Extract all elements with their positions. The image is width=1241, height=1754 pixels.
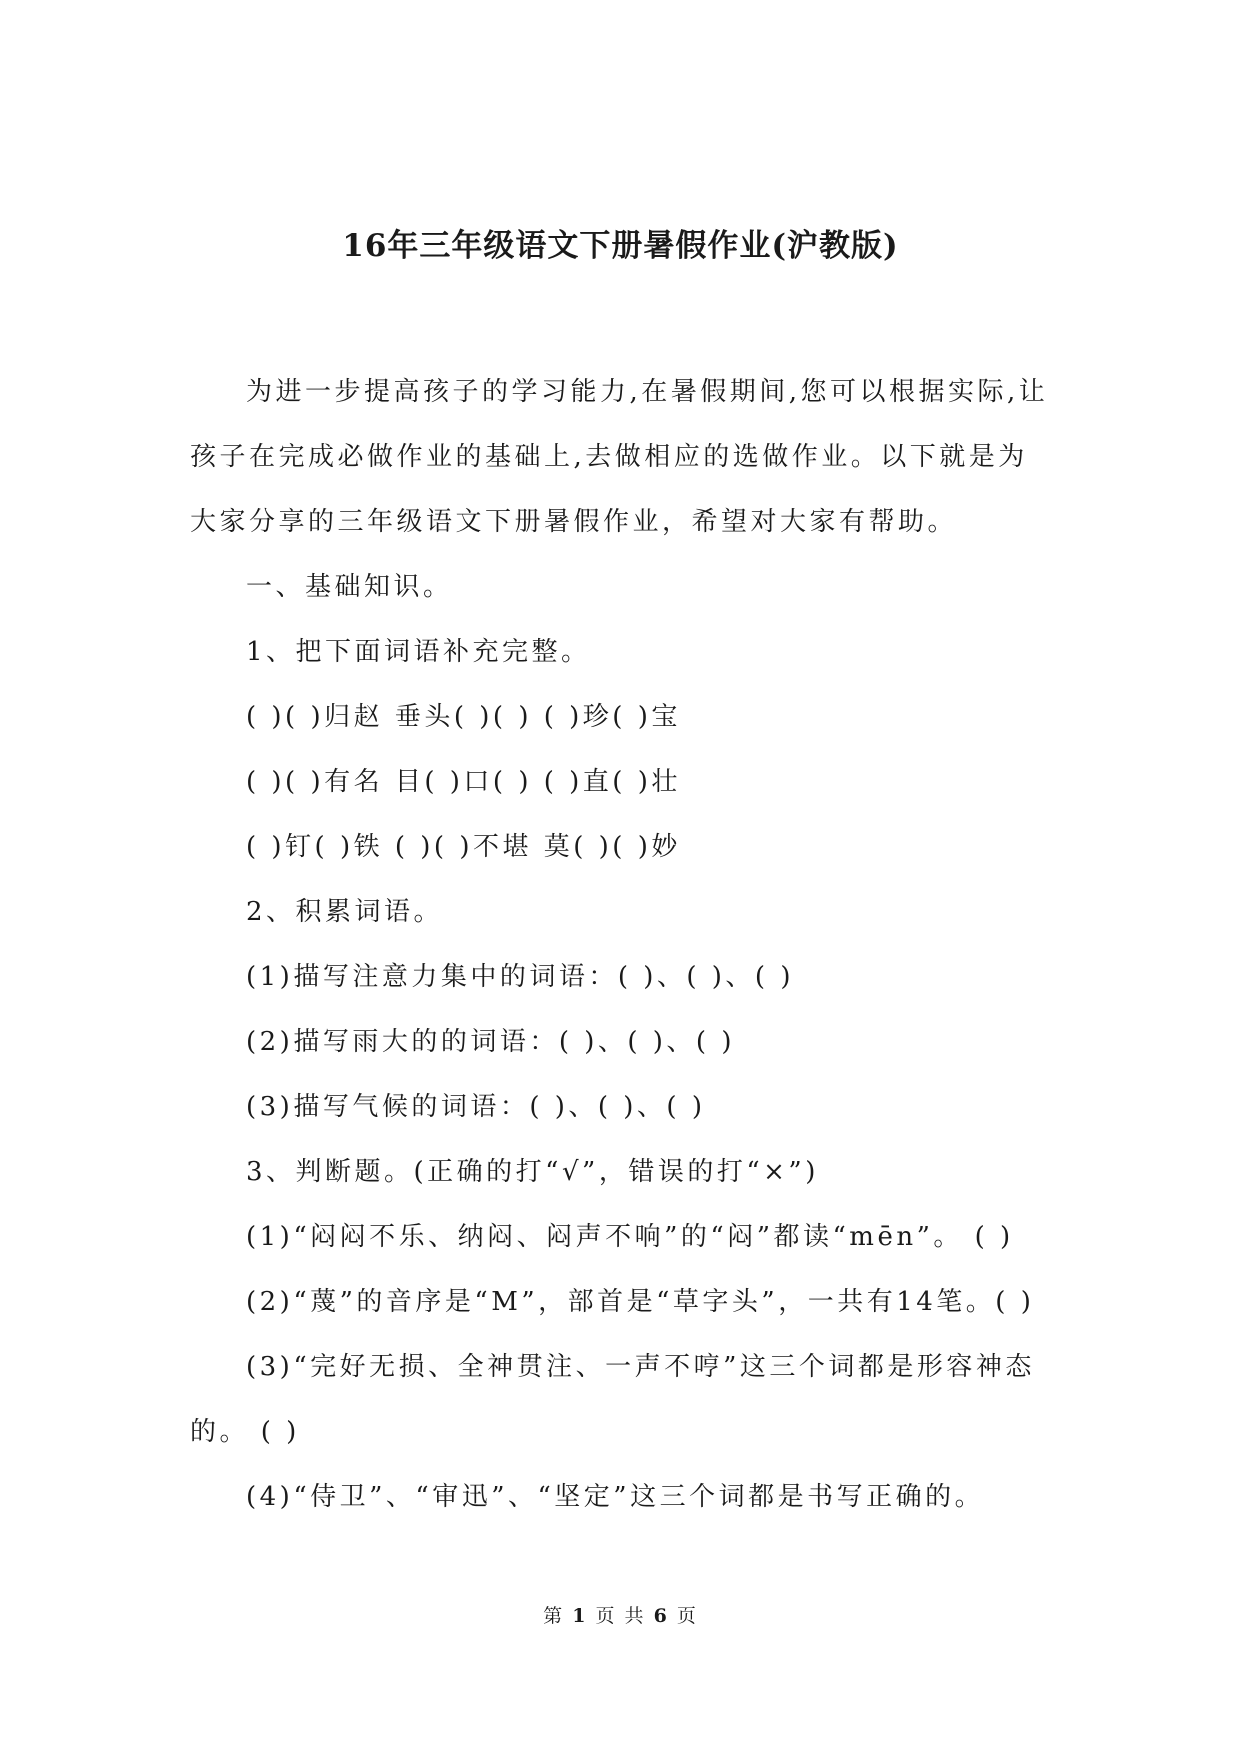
question-1-row: ( )( )归赵 垂头( )( ) ( )珍( )宝 [246, 702, 681, 732]
question-1-row: ( )( )有名 目( )口( ) ( )直( )壮 [246, 767, 681, 797]
current-page-number: 1 [572, 1605, 588, 1627]
footer-suffix: 页 [676, 1605, 698, 1627]
footer-middle: 页 共 [595, 1605, 646, 1627]
question-3-item: (4)“侍卫”、“审迅”、“坚定”这三个词都是书写正确的。 [246, 1482, 985, 1512]
intro-paragraph: 为进一步提高孩子的学习能力,在暑假期间,您可以根据实际,让孩子在完成必做作业的基础上,去做相应的选做作业。以下就是为大家分享的三年级语文下册暑假作业，希望对大家有帮助。 [190, 377, 1049, 537]
question-3-title: 3、判断题。(正确的打“√”，错误的打“×”) [246, 1157, 819, 1187]
question-3-item: (3)“完好无损、全神贯注、一声不哼”这三个词都是形容神态的。 ( ) [190, 1352, 1035, 1447]
section-heading-basics: 一、基础知识。 [246, 572, 453, 602]
total-pages-number: 6 [653, 1605, 669, 1627]
page-footer [0, 1604, 1241, 1628]
question-1-title: 1、把下面词语补充完整。 [246, 637, 591, 667]
question-2-item: (2)描写雨大的的词语：( )、( )、( ) [246, 1027, 735, 1057]
question-3-item: (1)“闷闷不乐、纳闷、闷声不响”的“闷”都读“mēn”。 ( ) [246, 1222, 1014, 1252]
question-3-item: (2)“蔑”的音序是“M”，部首是“草字头”，一共有14笔。( ) [246, 1287, 1035, 1317]
document-title: 16年三年级语文下册暑假作业(沪教版) [342, 228, 899, 264]
question-2-item: (3)描写气候的词语：( )、( )、( ) [246, 1092, 706, 1122]
question-2-title: 2、积累词语。 [246, 897, 444, 927]
footer-prefix: 第 [543, 1605, 565, 1627]
question-2-item: (1)描写注意力集中的词语：( )、( )、( ) [246, 962, 794, 992]
document-body [190, 360, 1055, 1530]
question-1-row: ( )钉( )铁 ( )( )不堪 莫( )( )妙 [246, 832, 681, 862]
